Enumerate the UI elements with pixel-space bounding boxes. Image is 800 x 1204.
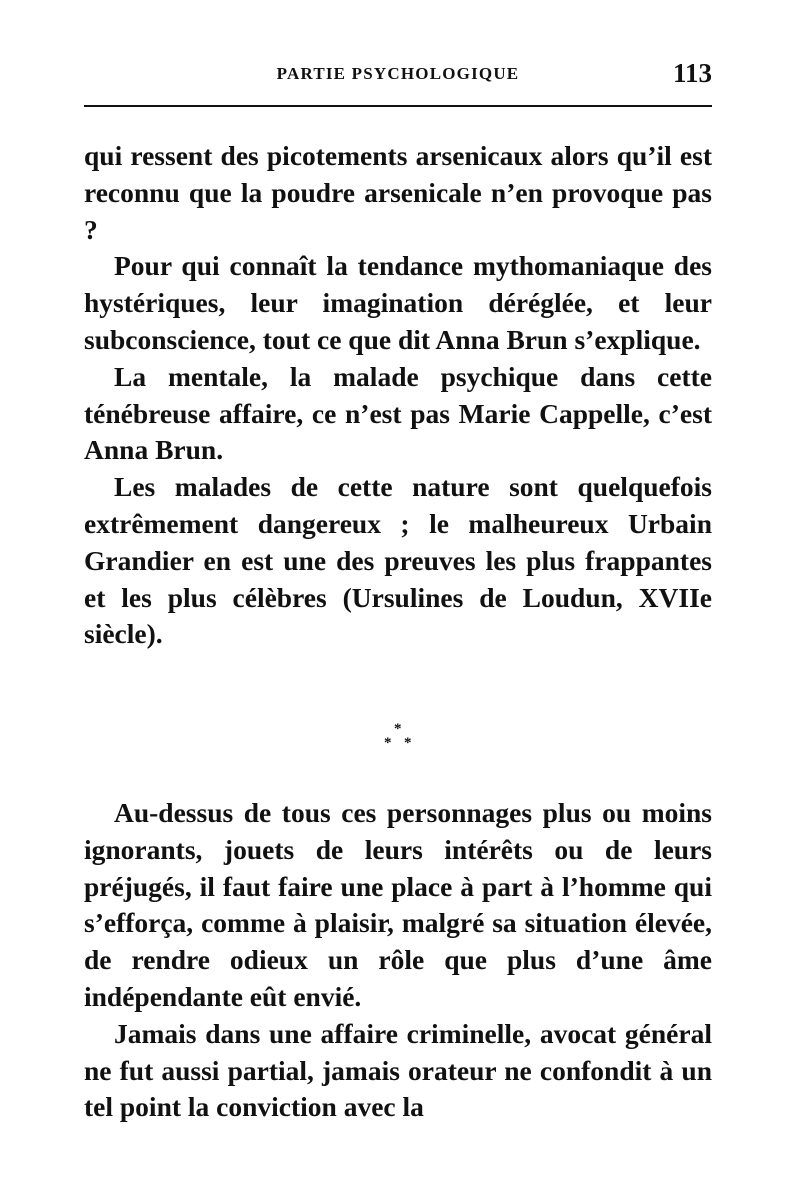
asterism-star: * — [384, 735, 392, 751]
asterism-separator — [84, 722, 712, 762]
header-rule — [84, 105, 712, 107]
page-header — [84, 58, 712, 92]
paragraph: Pour qui connaît la tendance mythomaniaque des hystériques, leur imagination déréglée, et leur subconscience, tout ce que dit Anna Brun s’explique. — [84, 250, 712, 355]
text-block-1 — [84, 138, 712, 653]
paragraph: Jamais dans une affaire criminelle, avocat général ne fut aussi partial, jamais orateur ne confondit à un tel point la conviction avec la — [84, 1017, 712, 1123]
running-title: PARTIE PSYCHOLOGIQUE — [276, 64, 520, 83]
asterism-star: * — [404, 735, 412, 751]
paragraph: La mentale, la malade psychique dans cette ténébreuse affaire, ce n’est pas Marie Cappelle, c’est Anna Brun. — [84, 360, 712, 466]
text-block-2 — [84, 795, 712, 1126]
page-number: 113 — [672, 58, 712, 88]
paragraph: Les malades de cette nature sont quelquefois extrêmement dangereux ; le malheureux Urbain Grandier en est une des preuves les plus frappantes et les plus célèbres (Ursulines de Loudun, XVIIe siècle). — [84, 471, 712, 650]
book-page — [84, 0, 712, 1204]
paragraph: Au-dessus de tous ces personnages plus ou moins ignorants, jouets de leurs intérêts ou de leurs préjugés, il faut faire une place à part à l’homme qui s’efforça, comme à plaisir, malgré sa situation élevée, de rendre odieux un rôle que plus d’une âme indépendante eût envié. — [84, 797, 712, 1012]
paragraph-continuation: qui ressent des picotements arsenicaux alors qu’il est reconnu que la poudre arsenicale n’en provoque pas ? — [84, 140, 712, 245]
asterism-star: * — [394, 721, 402, 737]
